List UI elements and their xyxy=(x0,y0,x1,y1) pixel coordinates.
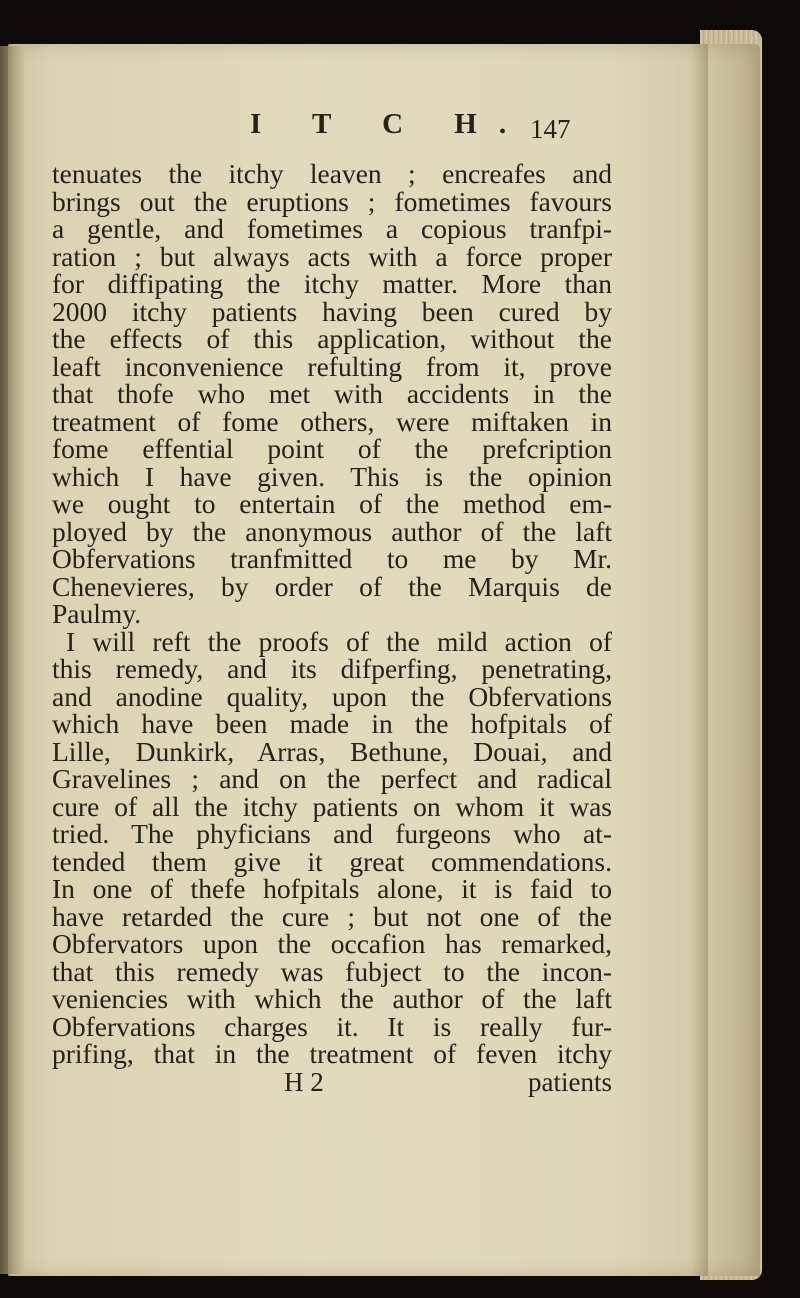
text-line: treatment of fome others, were miftaken in xyxy=(52,405,612,437)
paragraph-1 xyxy=(52,160,612,628)
text-line: and anodine quality, upon the Obfervations xyxy=(52,680,612,712)
text-line: Chenevieres, by order of the Marquis de xyxy=(52,570,612,602)
page-number: 147 xyxy=(530,114,571,144)
text-line: Obfervators upon the occafion has remarked, xyxy=(52,928,612,959)
text-line: we ought to entertain of the method em- xyxy=(52,488,612,519)
binding-gutter xyxy=(0,46,24,1274)
running-head xyxy=(52,108,612,160)
text-line: this remedy, and its difperfing, penetrating, xyxy=(52,653,612,684)
text-line: fome effential point of the prefcription xyxy=(52,433,612,464)
text-line: the effects of this application, without the xyxy=(52,323,612,354)
text-line: ployed by the anonymous author of the laft xyxy=(52,515,612,547)
text-block xyxy=(52,108,612,1096)
text-line: tended them give it great commendations. xyxy=(52,845,612,877)
text-line: prifing, that in the treatment of feven itchy xyxy=(52,1038,612,1069)
page-footer xyxy=(52,1068,612,1096)
text-line: a gentle, and fometimes a copious tranfpi- xyxy=(52,213,612,244)
catchword: patients xyxy=(528,1066,612,1097)
fore-edge-shadow xyxy=(690,44,708,1276)
text-line: 2000 itchy patients having been cured by xyxy=(52,295,612,327)
text-line: Obfervations charges it. It is really fur- xyxy=(52,1010,612,1042)
text-line: Paulmy. xyxy=(52,598,142,629)
text-line: Gravelines ; and on the perfect and radical xyxy=(52,763,612,794)
signature-mark: H 2 xyxy=(284,1066,324,1097)
text-line: ration ; but always acts with a force proper xyxy=(52,240,612,272)
text-line: which I have given. This is the opinion xyxy=(52,460,612,492)
text-line: tried. The phyficians and furgeons who at- xyxy=(52,818,612,849)
text-line: cure of all the itchy patients on whom it was xyxy=(52,790,612,822)
text-line: brings out the eruptions ; fometimes favours xyxy=(52,185,612,217)
text-line: Obfervations tranfmitted to me by Mr. xyxy=(52,543,612,574)
text-line: veniencies with which the author of the laft xyxy=(52,983,612,1014)
text-line: that thofe who met with accidents in the xyxy=(52,378,612,409)
text-line: I will reft the proofs of the mild action of xyxy=(66,625,612,657)
text-line: tenuates the itchy leaven ; encreafes and xyxy=(52,158,612,189)
text-line: which have been made in the hofpitals of xyxy=(52,708,612,739)
running-head-title: I T C H. xyxy=(250,108,529,140)
text-line: leaft inconvenience refulting from it, prove xyxy=(52,350,612,382)
text-line: have retarded the cure ; but not one of the xyxy=(52,900,612,932)
text-line: Lille, Dunkirk, Arras, Bethune, Douai, and xyxy=(52,735,612,767)
text-line: for diffipating the itchy matter. More than xyxy=(52,268,612,299)
text-line: that this remedy was fubject to the incon- xyxy=(52,955,612,987)
text-line: In one of thefe hofpitals alone, it is faid to xyxy=(52,873,612,904)
paragraph-2 xyxy=(52,625,612,1069)
